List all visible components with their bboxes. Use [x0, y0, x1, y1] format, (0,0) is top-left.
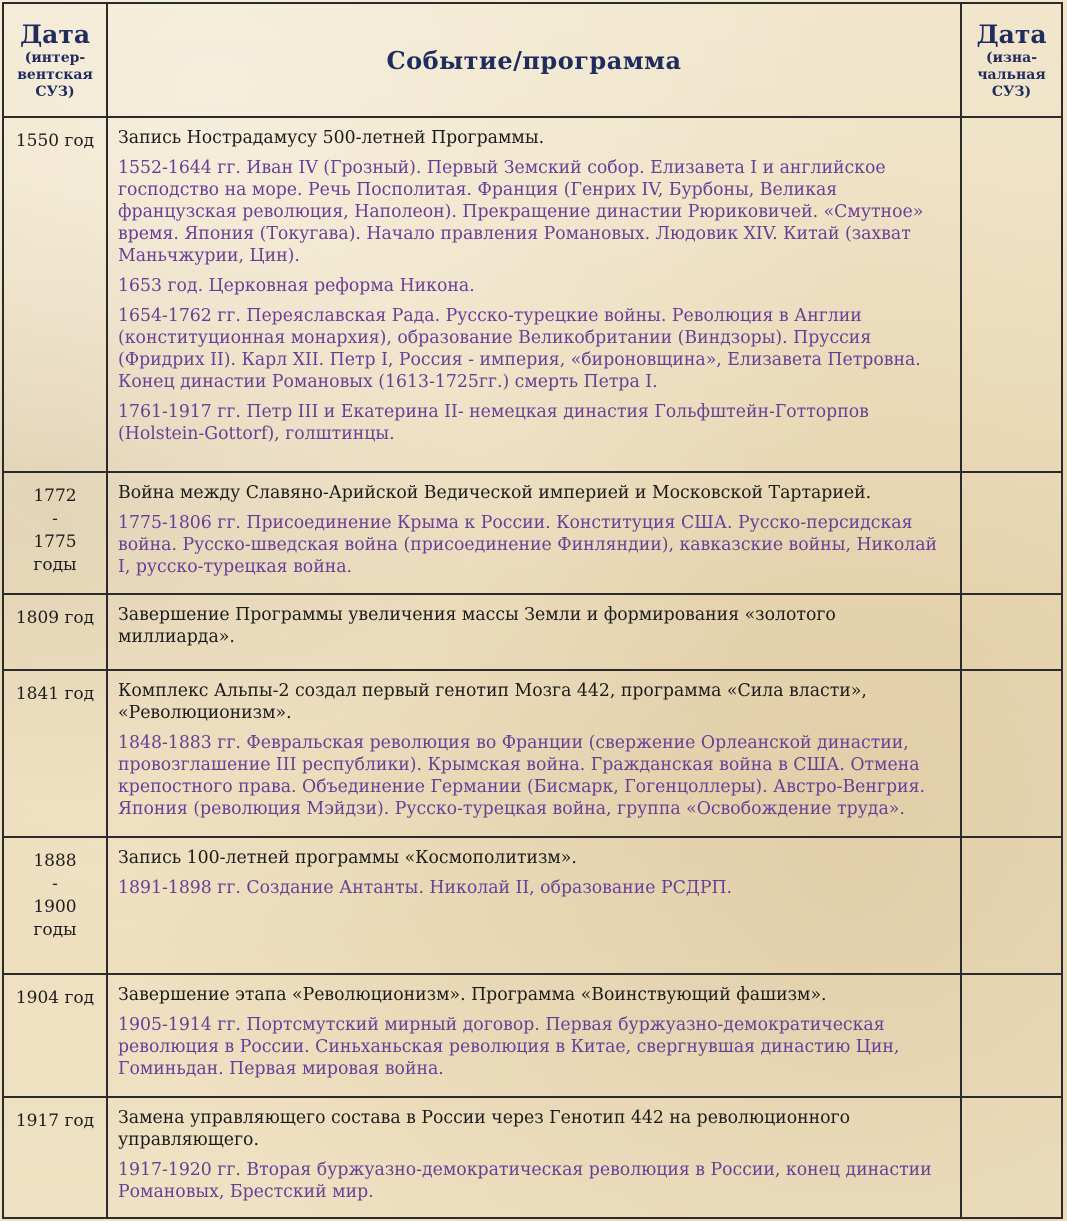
event-sub-text: 1848-1883 гг. Февральская революция во Франции (свержение Орлеанской династии, провозглашение III республики). Крымская война. Гражданская война в США. Отмена крепостного права. Объединение Германии (Бисмарк, Гогенцоллеры). Австро-Венгрия. Япония (революция Мэйдзи). Русско-турецкая война, группа «Освобождение труда». [118, 732, 925, 819]
row-event [107, 594, 961, 670]
table-row [3, 974, 1062, 1096]
table-row [3, 472, 1062, 593]
row-date-line: - [52, 509, 58, 530]
row-date [3, 472, 107, 593]
event-main-text: Запись 100-летней программы «Космополитизм». [118, 847, 577, 868]
row-original-date [961, 594, 1062, 670]
event-sub-text: 1761-1917 гг. Петр III и Екатерина II- немецкая династия Гольфштейн-Готторпов (Holstein-Gottorf), голштинцы. [118, 402, 869, 444]
row-original-date [961, 1097, 1062, 1219]
row-event [107, 1097, 961, 1219]
event-sub-text: 1917-1920 гг. Вторая буржуазно-демократическая революция в России, конец династии Романовых, Брестский мир. [118, 1159, 932, 1202]
row-date-line: - [52, 873, 58, 894]
event-sub-text: 1653 год. Церковная реформа Никона. [118, 276, 475, 296]
row-date-line: годы [33, 919, 77, 940]
row-date: 1917 год [3, 1097, 107, 1219]
row-event [107, 472, 961, 593]
row-original-date [961, 670, 1062, 837]
row-date-line: 1900 [33, 896, 77, 917]
table-row [3, 837, 1062, 974]
header-original-date [961, 3, 1062, 117]
row-date-line: годы [33, 555, 77, 576]
header-right-title: Дата [976, 19, 1047, 49]
table-row [3, 594, 1062, 670]
event-sub-text: 1552-1644 гг. Иван IV (Грозный). Первый Земский собор. Елизавета I и английское господство на море. Речь Посполитая. Франция (Генрих IV, Бурбоны, Великая французская революция, Наполеон). Прекращение династии Рюриковичей. «Смутное» время. Япония (Токугава). Начало правления Романовых. Людовик XIV. Китай (захват Маньчжурии, Цин). [118, 158, 924, 266]
table-row [3, 117, 1062, 472]
event-main-text: Комплекс Альпы-2 создал первый генотип Мозга 442, программа «Сила власти», «Революционизм». [118, 680, 867, 723]
row-date-line: 1772 [33, 486, 77, 507]
row-date-line: 1888 [33, 850, 77, 871]
event-sub-text: 1775-1806 гг. Присоединение Крыма к России. Конституция США. Русско-персидская война. Русско-шведская война (присоединение Финляндии), кавказские войны, Николай I, русско-турецкая война. [118, 513, 938, 578]
row-event [107, 974, 961, 1096]
header-left-title: Дата [19, 19, 91, 49]
row-date: 1904 год [3, 974, 107, 1096]
row-event [107, 837, 961, 974]
table-row [3, 670, 1062, 837]
events-table [2, 2, 1063, 1219]
row-original-date [961, 837, 1062, 974]
event-sub-text: 1905-1914 гг. Портсмутский мирный договор. Первая буржуазно-демократическая революция в России. Синьханьская революция в Китае, свергнувшая династию Цин, Гоминьдан. Первая мировая война. [118, 1015, 900, 1080]
event-main-text: Завершение Программы увеличения массы Земли и формирования «золотого миллиарда». [118, 604, 836, 647]
row-event [107, 117, 961, 472]
table-row [3, 1097, 1062, 1219]
row-date-line: 1775 [33, 532, 77, 553]
event-main-text: Завершение этапа «Революционизм». Программа «Воинствующий фашизм». [118, 985, 827, 1006]
header-event [107, 3, 961, 117]
event-sub-text: 1891-1898 гг. Создание Антанты. Николай II, образование РСДРП. [118, 877, 733, 898]
header-interventional-date [3, 3, 107, 117]
header-left-subtitle: (интер-вентская СУЗ) [17, 49, 93, 100]
row-original-date [961, 974, 1062, 1096]
event-main-text: Замена управляющего состава в России через Генотип 442 на революционного управляющего. [118, 1107, 851, 1150]
row-original-date [961, 472, 1062, 593]
header-center-title: Событие/программа [386, 45, 682, 75]
event-main-text: Запись Нострадамусу 500-летней Программы. [118, 128, 545, 148]
row-original-date [961, 117, 1062, 472]
event-main-text: Война между Славяно-Арийской Ведической империей и Московской Тартарией. [118, 483, 872, 504]
row-date: 1550 год [3, 117, 107, 472]
row-date [3, 837, 107, 974]
row-date: 1809 год [3, 594, 107, 670]
header-row [3, 3, 1062, 117]
row-date: 1841 год [3, 670, 107, 837]
header-right-subtitle: (изна-чальная СУЗ) [977, 49, 1046, 100]
event-sub-text: 1654-1762 гг. Переяславская Рада. Русско-турецкие войны. Революция в Англии (конституционная монархия), образование Великобритании (Виндзоры). Пруссия (Фридрих II). Карл XII. Петр I, Россия - империя, «бироновщина», Елизавета Петровна. Конец династии Романовых (1613-1725гг.) смерть Петра I. [118, 306, 921, 392]
row-event [107, 670, 961, 837]
